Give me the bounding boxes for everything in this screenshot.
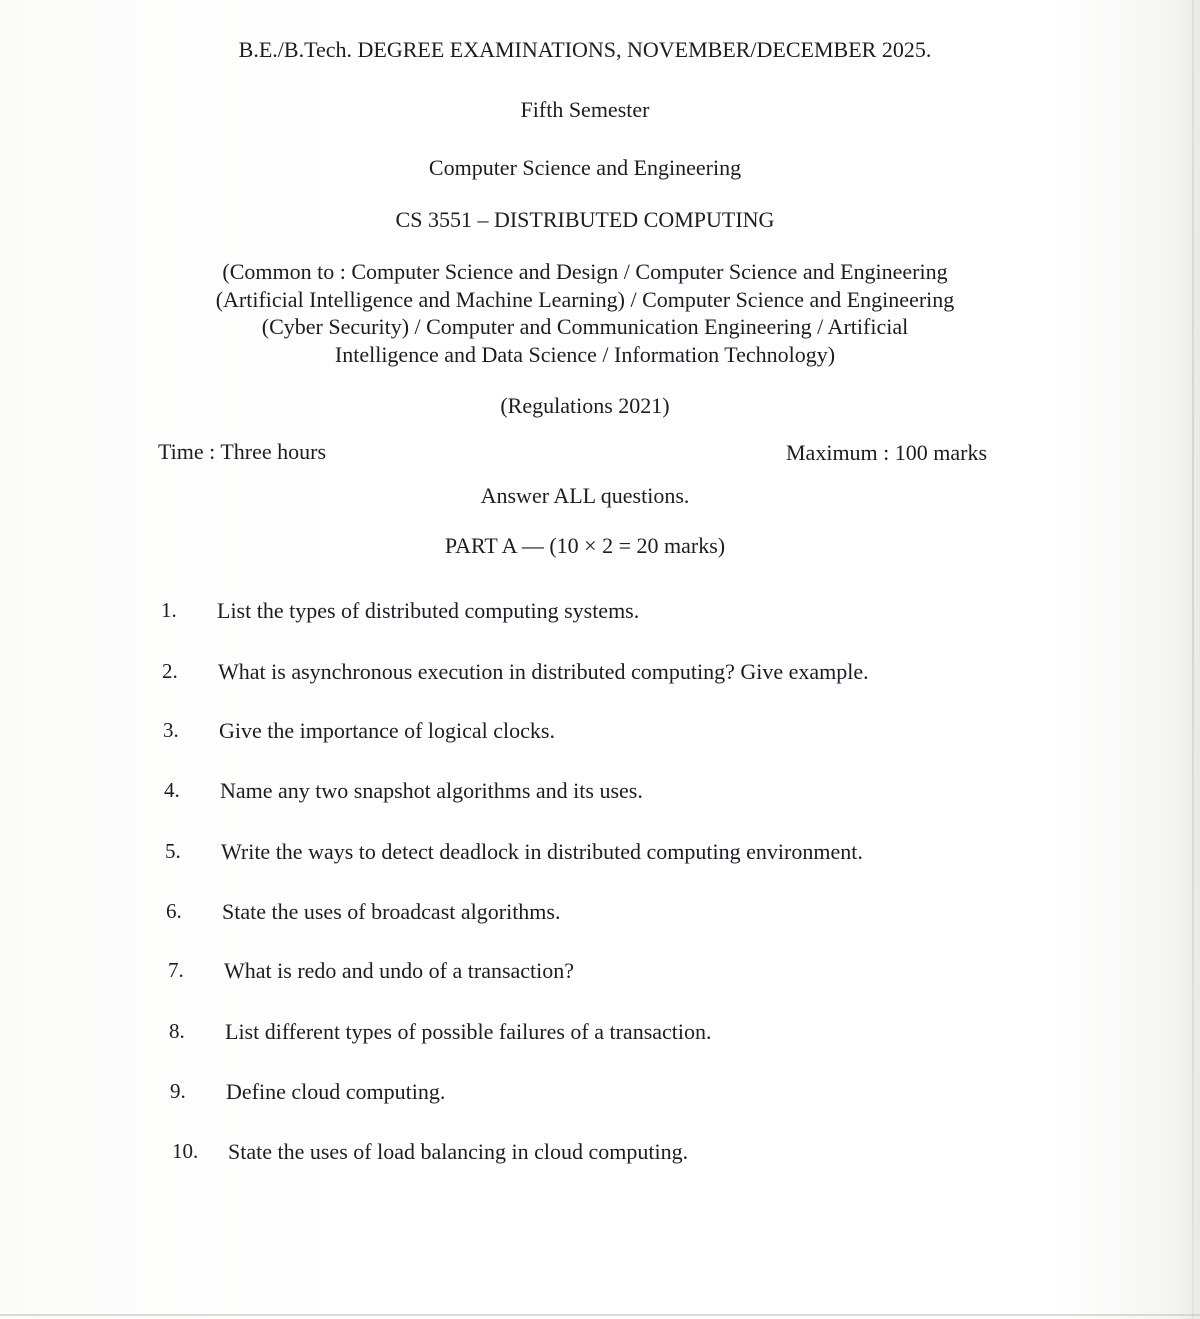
paper-edge-right <box>1192 0 1194 1319</box>
question-number: 7. <box>168 958 184 982</box>
question-number: 10. <box>172 1139 199 1163</box>
question-text: What is redo and undo of a transaction? <box>224 958 575 983</box>
question-text: Define cloud computing. <box>226 1079 446 1104</box>
exam-title: B.E./B.Tech. DEGREE EXAMINATIONS, NOVEMBER/DECEMBER 2025. <box>238 37 932 62</box>
question-number: 2. <box>162 659 178 683</box>
question-number: 4. <box>164 778 180 802</box>
question-text: State the uses of load balancing in cloud computing. <box>228 1139 689 1164</box>
part-a-heading: PART A — (10 × 2 = 20 marks) <box>444 533 726 558</box>
question-text: State the uses of broadcast algorithms. <box>222 899 561 924</box>
common-to-line: (Common to : Computer Science and Design / Computer Science and Engineering <box>222 259 948 284</box>
question-number: 6. <box>166 899 182 923</box>
course-title: CS 3551 – DISTRIBUTED COMPUTING <box>395 207 775 232</box>
semester: Fifth Semester <box>520 97 650 122</box>
common-to-block <box>0 258 1170 368</box>
question-number: 1. <box>161 598 177 622</box>
question-number: 3. <box>163 718 179 742</box>
question-text: Name any two snapshot algorithms and its uses. <box>220 778 643 803</box>
common-to-line: (Cyber Security) / Computer and Communication Engineering / Artificial <box>261 314 909 339</box>
department: Computer Science and Engineering <box>428 155 742 180</box>
question-number: 5. <box>165 839 181 863</box>
question-text: List the types of distributed computing systems. <box>217 598 640 623</box>
question-text: What is asynchronous execution in distributed computing? Give example. <box>218 659 869 684</box>
regulations: (Regulations 2021) <box>500 393 670 418</box>
common-to-line: (Artificial Intelligence and Machine Learning) / Computer Science and Engineering <box>215 286 955 312</box>
maximum-marks: Maximum : 100 marks <box>786 440 988 465</box>
question-number: 8. <box>169 1019 185 1043</box>
paper-edge-bottom <box>0 1314 1200 1316</box>
question-text: List different types of possible failures of a transaction. <box>225 1019 712 1044</box>
question-text: Give the importance of logical clocks. <box>219 718 555 743</box>
question-text: Write the ways to detect deadlock in distributed computing environment. <box>221 839 863 864</box>
common-to-line: Intelligence and Data Science / Information Technology) <box>334 341 836 367</box>
question-number: 9. <box>170 1079 186 1103</box>
instructions: Answer ALL questions. <box>480 483 690 508</box>
time-allowed: Time : Three hours <box>158 439 327 464</box>
